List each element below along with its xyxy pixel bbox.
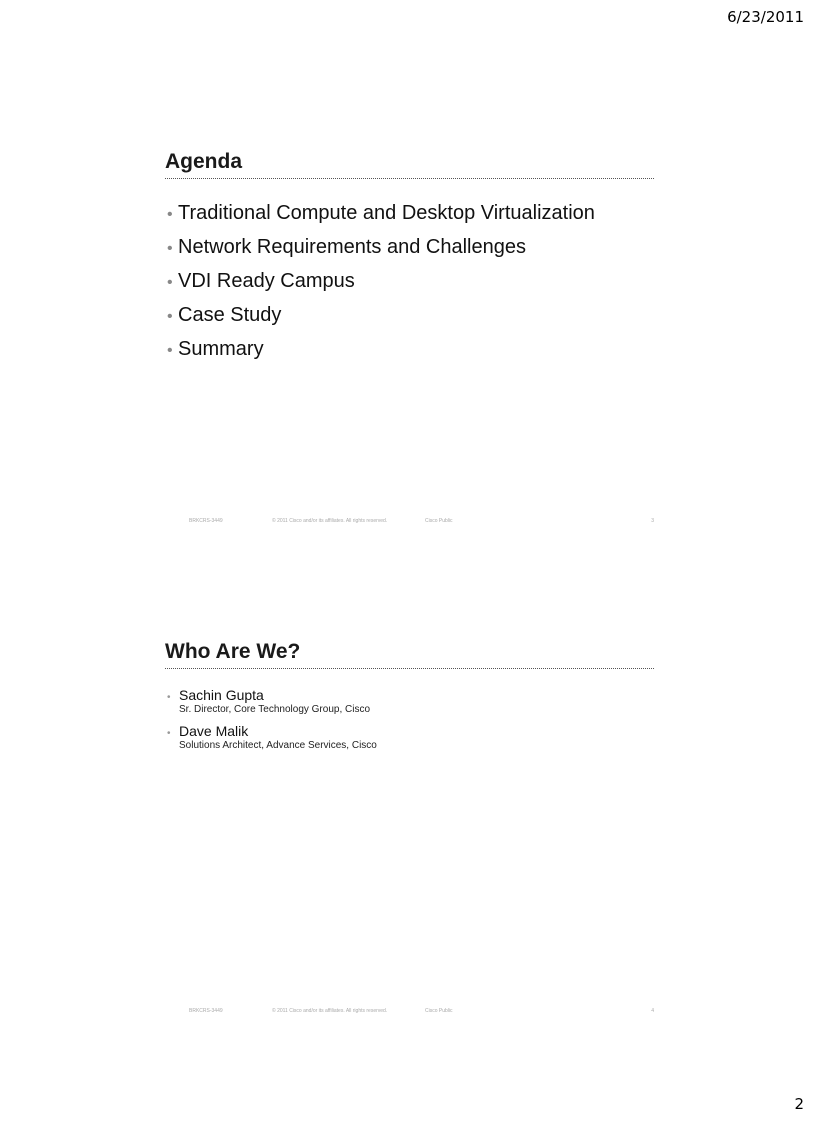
bullet-icon: • (167, 728, 171, 739)
presenter-name: Dave Malik (179, 723, 249, 739)
agenda-item-label: Summary (178, 338, 264, 360)
agenda-item-label: Case Study (178, 304, 282, 326)
agenda-item-label: VDI Ready Campus (178, 270, 355, 292)
presenter-name: Sachin Gupta (179, 687, 264, 703)
bullet-icon: • (167, 240, 173, 257)
slide-footer (165, 1006, 654, 1018)
page-number: 2 (794, 1095, 804, 1113)
presenter-role: Solutions Architect, Advance Services, Cisco (179, 740, 377, 751)
presenter-list (167, 687, 654, 752)
title-divider (165, 178, 654, 179)
slide-agenda (165, 148, 654, 528)
copyright-text: © 2011 Cisco and/or its affiliates. All rights reserved. (272, 518, 388, 524)
bullet-icon: • (167, 308, 173, 325)
slide-number: 3 (651, 518, 654, 524)
slide-footer (165, 516, 654, 528)
agenda-item-label: Network Requirements and Challenges (178, 236, 526, 258)
session-code: BRKCRS-3449 (189, 518, 223, 524)
agenda-list (167, 197, 654, 367)
bullet-icon: • (167, 692, 171, 703)
slide-number: 4 (651, 1008, 654, 1014)
list-item (167, 299, 654, 333)
list-item (167, 197, 654, 231)
copyright-text: © 2011 Cisco and/or its affiliates. All rights reserved. (272, 1008, 388, 1014)
list-item (167, 687, 654, 716)
list-item (167, 231, 654, 265)
bullet-icon: • (167, 342, 173, 359)
page-date: 6/23/2011 (727, 8, 804, 26)
list-item (167, 265, 654, 299)
slide-title: Who Are We? (165, 640, 301, 663)
presenter-role: Sr. Director, Core Technology Group, Cisco (179, 704, 371, 715)
slide-who-are-we (165, 638, 654, 1018)
list-item (167, 333, 654, 367)
title-divider (165, 668, 654, 669)
classification-label: Cisco Public (425, 518, 453, 524)
session-code: BRKCRS-3449 (189, 1008, 223, 1014)
list-item (167, 723, 654, 752)
bullet-icon: • (167, 206, 173, 223)
classification-label: Cisco Public (425, 1008, 453, 1014)
bullet-icon: • (167, 274, 173, 291)
agenda-item-label: Traditional Compute and Desktop Virtualization (178, 202, 595, 224)
slide-title: Agenda (165, 150, 243, 173)
